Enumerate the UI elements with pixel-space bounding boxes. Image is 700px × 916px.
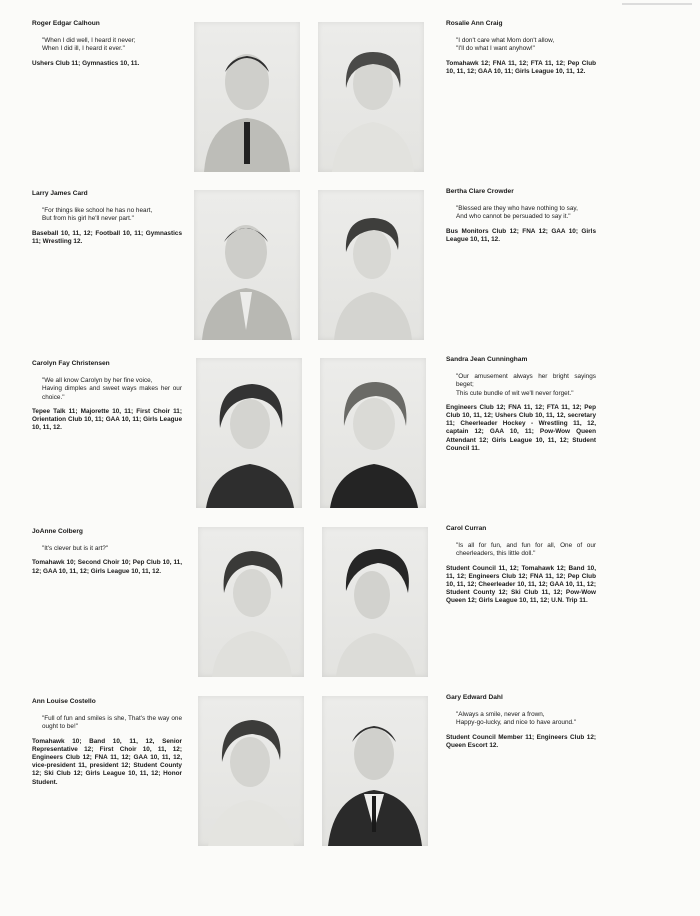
student-entry — [446, 20, 596, 76]
student-activities: Tomahawk 12; FNA 11, 12; FTA 11, 12; Pep Club 10, 11, 12; GAA 10, 11; Girls League 10, 11, 12. — [446, 59, 596, 75]
student-portrait — [194, 22, 300, 172]
student-entry — [446, 525, 596, 606]
student-name: Rosalie Ann Craig — [446, 20, 503, 27]
student-quote: "Is all for fun, and fun for all, One of our cheerleaders, this little doll." — [456, 542, 596, 558]
student-quote: "For things like school he has no heart, But from his girl he'll never part." — [42, 207, 153, 223]
student-quote: "Blessed are they who have nothing to say, And who cannot be persuaded to say it." — [456, 205, 578, 221]
student-entry — [32, 528, 182, 576]
student-quote: "When I did well, I heard it never; When I did ill, I heard it ever." — [42, 37, 136, 53]
student-name: Gary Edward Dahl — [446, 694, 503, 701]
student-quote: "Full of fun and smiles is she, That's the way one ought to be!" — [42, 715, 182, 731]
student-name: Larry James Card — [32, 190, 88, 197]
student-quote: "Always a smile, never a frown, Happy-go-lucky, and nice to have around." — [456, 711, 577, 727]
student-quote: "We all know Carolyn by her fine voice, Having dimples and sweet ways makes her our choice." — [42, 377, 182, 401]
student-activities: Baseball 10, 11, 12; Football 10, 11; Gymnastics 11; Wrestling 12. — [32, 229, 182, 245]
student-activities: Tomahawk 10; Band 10, 11, 12, Senior Representative 12; First Choir 10, 11, 12; Engineers Club 12; FNA 11, 12; GAA 10, 11, 12, vice-president 11, president 12; Student County 12; Ski Club 12; Girls League 10, 11, 12; Honor Student. — [32, 737, 182, 786]
student-entry — [446, 694, 596, 750]
student-portrait — [320, 358, 426, 508]
student-quote: "It's clever but is it art?" — [42, 545, 109, 553]
student-name: JoAnne Colberg — [32, 528, 83, 535]
student-name: Sandra Jean Cunningham — [446, 356, 528, 363]
student-entry — [32, 698, 182, 787]
student-entry — [32, 360, 182, 432]
student-quote: "I don't care what Mom don't allow, "I'll do what I want anyhow!" — [456, 37, 555, 53]
student-name: Carol Curran — [446, 525, 487, 532]
student-portrait — [198, 527, 304, 677]
page-corner-mark — [622, 3, 692, 5]
student-name: Ann Louise Costello — [32, 698, 96, 705]
student-portrait — [318, 22, 424, 172]
student-activities: Student Council 11, 12; Tomahawk 12; Band 10, 11, 12; Engineers Club 12; FNA 11, 12; Pep Club 10, 11, 12; Cheerleader 10, 11, 12; GAA 10, 11, 12; Student County 12; Ski Club 11, 12; Pow-Wow Queen 12; Girls League 10, 11, 12; U.N. Trip 11. — [446, 564, 596, 605]
student-activities: Engineers Club 12; FNA 11, 12; FTA 11, 12; Pep Club 10, 11, 12; Ushers Club 10, 11, 12, secretary 11; Cheerleader Hockey - Wrestling 11, 12, captain 12; GAA 10, 11; Pow-Wow Queen Attendant 12; Girls League 10, 11, 12; Student Council 11. — [446, 403, 596, 452]
student-portrait — [198, 696, 304, 846]
student-activities: Tepee Talk 11; Majorette 10, 11; First Choir 11; Orientation Club 10, 11; GAA 10, 11; Girls League 10, 11, 12. — [32, 407, 182, 432]
student-name: Bertha Clare Crowder — [446, 188, 514, 195]
student-portrait — [194, 190, 300, 340]
student-entry — [32, 190, 182, 246]
student-entry — [446, 188, 596, 244]
student-quote: "Our amusement always her bright sayings beget; This cute bundle of wit we'll never forget." — [456, 373, 596, 397]
student-portrait — [322, 696, 428, 846]
student-name: Carolyn Fay Christensen — [32, 360, 110, 367]
student-activities: Ushers Club 11; Gymnastics 10, 11. — [32, 59, 140, 67]
student-entry — [446, 356, 596, 453]
student-portrait — [196, 358, 302, 508]
student-activities: Student Council Member 11; Engineers Club 12; Queen Escort 12. — [446, 733, 596, 749]
student-activities: Bus Monitors Club 12; FNA 12; GAA 10; Girls League 10, 11, 12. — [446, 227, 596, 243]
student-portrait — [322, 527, 428, 677]
student-entry — [32, 20, 182, 68]
student-portrait — [318, 190, 424, 340]
student-name: Roger Edgar Calhoun — [32, 20, 100, 27]
student-activities: Tomahawk 10; Second Choir 10; Pep Club 10, 11, 12; GAA 10, 11, 12; Girls League 10, 11, 12. — [32, 559, 182, 575]
